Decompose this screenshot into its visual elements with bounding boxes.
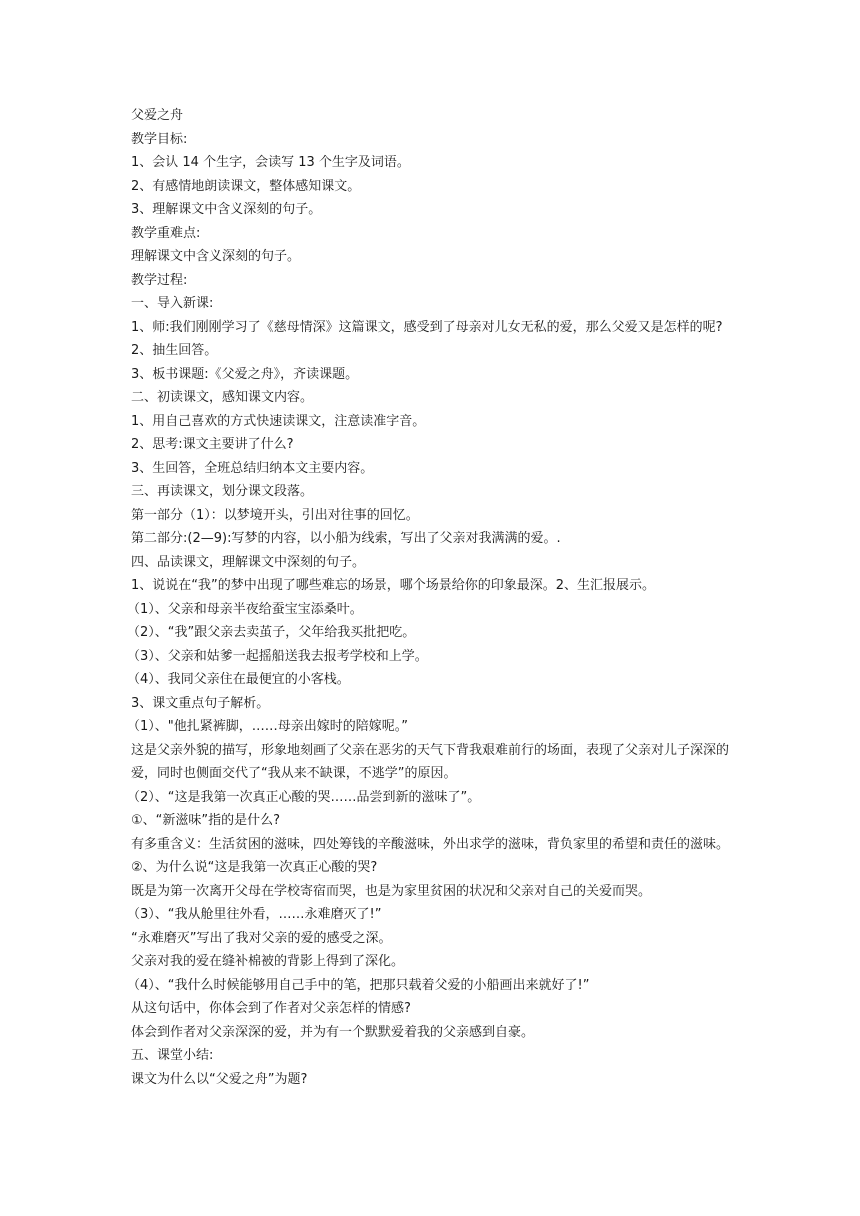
section-heading-key-points: 教学重难点:	[131, 225, 201, 241]
document-page	[127, 104, 731, 1091]
step-heading-3: 三、再读课文，划分课文段落。	[131, 484, 314, 499]
key-point-text: 理解课文中含义深刻的句子。	[131, 249, 301, 264]
answer-1: 有多重含义：生活贫困的滋味，四处筹钱的辛酸滋味，外出求学的滋味，背负家里的希望和责任的滋味。	[131, 836, 730, 852]
step-1-item-1: 1、师:我们刚刚学习了《慈母情深》这篇课文，感受到了母亲对儿女无私的爱，那么父爱又是怎样的呢?	[131, 319, 723, 335]
step-heading-2: 二、初读课文，感知课文内容。	[131, 390, 314, 405]
step-4-item-3: 3、课文重点句子解析。	[131, 695, 270, 711]
part-2-text: 第二部分:(2—9):写梦的内容，以小船为线索，写出了父亲对我满满的爱。.	[131, 531, 561, 546]
sentence-3: （3）、“我从舱里往外看，……永难磨灭了!”	[127, 907, 382, 922]
sentence-2: （2）、“这是我第一次真正心酸的哭……品尝到新的滋味了”。	[127, 789, 481, 805]
scene-item-2: （2）、“我”跟父亲去卖茧子，父年给我买批把吃。	[127, 625, 416, 640]
scene-item-4: （4）、我同父亲住在最便宜的小客栈。	[127, 672, 350, 687]
document-title: 父爱之舟	[131, 108, 184, 123]
sentence-3-analysis-2: 父亲对我的爱在缝补棉被的背影上得到了深化。	[131, 954, 405, 969]
goal-item-2: 2、有感情地朗读课文，整体感知课文。	[131, 178, 361, 194]
section-heading-goals: 教学目标:	[131, 131, 188, 147]
part-1-text: 第一部分（1）：以梦境开头，引出对往事的回忆。	[131, 507, 419, 523]
scene-item-1: （1）、父亲和母亲半夜给蚕宝宝添桑叶。	[127, 601, 363, 617]
step-heading-4: 四、品读课文，理解课文中深刻的句子。	[131, 554, 366, 570]
step-1-item-2: 2、抽生回答。	[131, 343, 218, 358]
step-2-item-1: 1、用自己喜欢的方式快速读课文，注意读准字音。	[131, 413, 426, 429]
step-2-item-3: 3、生回答，全班总结归纳本文主要内容。	[131, 460, 374, 476]
sentence-1: （1）、"他扎紧裤脚，……母亲出嫁时的陪嫁呢。”	[127, 719, 408, 734]
question-2: ②、为什么说“这是我第一次真正心酸的哭?	[131, 860, 378, 875]
step-4-item-1: 1、说说在“我”的梦中出现了哪些难忘的场景，哪个场景给你的印象最深。2、生汇报展示。	[131, 578, 656, 593]
sentence-1-analysis: 这是父亲外貌的描写，形象地刻画了父亲在恶劣的天气下背我艰难前行的场面，表现了父亲对儿子深深的爱，同时也侧面交代了“我从来不缺课，不逃学”的原因。	[131, 742, 730, 781]
answer-3: 体会到作者对父亲深深的爱，并为有一个默默爱着我的父亲感到自豪。	[131, 1024, 535, 1040]
step-heading-5: 五、课堂小结:	[131, 1048, 214, 1063]
step-2-item-2: 2、思考:课文主要讲了什么?	[131, 437, 294, 452]
goal-item-3: 3、理解课文中含义深刻的句子。	[131, 202, 322, 217]
summary-question: 课文为什么以“父爱之舟”为题?	[131, 1071, 308, 1087]
step-heading-1: 一、导入新课:	[131, 296, 214, 311]
answer-2: 既是为第一次离开父母在学校寄宿而哭，也是为家里贫困的状况和父亲对自己的关爱而哭。	[131, 883, 652, 899]
sentence-4: （4）、“我什么时候能够用自己手中的笔，把那只载着父爱的小船画出来就好了!”	[127, 977, 590, 993]
scene-item-3: （3）、父亲和姑爹一起摇船送我去报考学校和上学。	[127, 648, 428, 664]
question-3: 从这句话中，你体会到了作者对父亲怎样的情感?	[131, 1001, 411, 1016]
sentence-3-analysis-1: “永难磨灭”写出了我对父亲的爱的感受之深。	[131, 930, 392, 946]
section-heading-process: 教学过程:	[131, 272, 188, 288]
step-1-item-3: 3、板书课题:《父爱之舟》，齐读课题。	[131, 366, 359, 382]
question-1: ①、“新滋味”指的是什么?	[131, 813, 281, 828]
goal-item-1: 1、会认 14 个生字，会读写 13 个生字及词语。	[131, 155, 410, 170]
